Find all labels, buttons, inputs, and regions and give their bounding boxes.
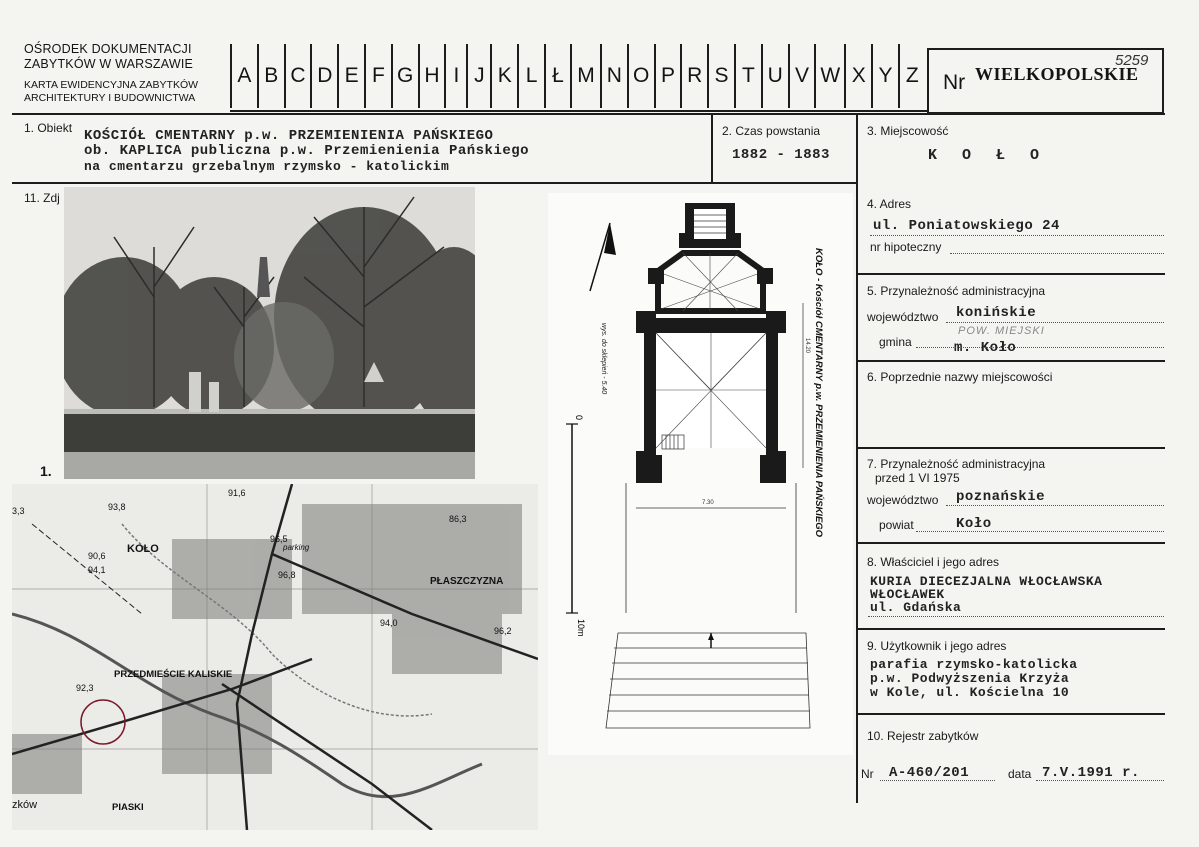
alphabet-letter-B: B (257, 44, 284, 108)
alphabet-letter-C: C (284, 44, 311, 108)
scale-zero-label: 0 (574, 415, 584, 421)
field-8-label: 8. Właściciel i jego adres (867, 555, 1000, 569)
field-9-label: 9. Użytkownik i jego adres (867, 639, 1007, 653)
north-arrow-icon (590, 223, 616, 291)
field-1-label: 1. Obiekt (24, 121, 73, 135)
registry-date-value: 7.V.1991 r. (1042, 765, 1140, 781)
field-7-label: 7. Przynależność administracyjna (867, 457, 1046, 471)
header-rule (12, 113, 1165, 115)
construction-period: 1882 - 1883 (732, 147, 830, 163)
map-label-96-5: 96,5 (270, 534, 288, 544)
old-voivodeship-value: poznańskie (956, 489, 1046, 505)
field-7-sublabel: przed 1 VI 1975 (875, 471, 960, 485)
map-label-96-8: 96,8 (278, 570, 296, 580)
photo-drawing (64, 187, 475, 479)
gmina-dotted-line (916, 346, 1164, 348)
map-label-zkow: zków (12, 799, 38, 811)
alphabet-letter-A: A (230, 44, 257, 108)
map-label-92-3: 92,3 (76, 683, 94, 693)
rule-8-9 (856, 628, 1165, 630)
alphabet-letter-N: N (600, 44, 627, 108)
alphabet-letter-J: J (466, 44, 490, 108)
rule-5-6 (856, 360, 1165, 362)
plan-vertical-title: KOŁO - Kościół CMENTARNY p.w. PRZEMIENIENIA PAŃSKIEGO (813, 248, 824, 538)
map-label-3-3: 3,3 (12, 506, 25, 516)
rule-6-7 (856, 447, 1165, 449)
map-label-91-6: 91,6 (228, 488, 246, 498)
map-drawing (12, 484, 538, 830)
field-4-label: 4. Adres (867, 197, 912, 211)
object-line-3: na cmentarzu grzebalnym rzymsko - katolickim (84, 159, 450, 174)
rule-9-10 (856, 713, 1165, 715)
owner-line-2: WŁOCŁAWEK (870, 587, 945, 602)
gmina-label: gmina (879, 335, 912, 349)
alphabet-bottom-rule (230, 110, 928, 112)
scale-ten-label: 10m (576, 619, 586, 637)
voivodeship-label: województwo (867, 310, 939, 324)
alphabet-letter-P: P (654, 44, 681, 108)
location-map (12, 484, 538, 830)
object-description (84, 129, 529, 174)
right-column-divider (856, 113, 858, 803)
map-label-przedmiescie-kaliskie: PRZEDMIEŚCIE KALISKIE (114, 669, 233, 680)
alphabet-letter-G: G (391, 44, 418, 108)
plan-length-dimension: 14.20 (804, 338, 810, 354)
floor-plan (548, 193, 853, 755)
register-number-box (927, 48, 1164, 114)
user-line-3: w Kole, ul. Kościelna 10 (870, 685, 1070, 700)
map-label-96-2: 96,2 (494, 626, 512, 636)
region-stamp: WIELKOPOLSKIE (975, 64, 1139, 84)
address-value: ul. Poniatowskiego 24 (873, 218, 1060, 234)
owner-line-1: KURIA DIECEZJALNA WŁOCŁAWSKA (870, 574, 1103, 589)
alphabet-letter-F: F (364, 44, 391, 108)
field-11-label: 11. Zdj (24, 191, 60, 205)
map-label-86-3: 86,3 (449, 514, 467, 524)
registry-nr-value: A-460/201 (889, 765, 970, 781)
alphabet-letter-S: S (707, 44, 734, 108)
field-5-label: 5. Przynależność administracyjna (867, 284, 1046, 298)
object-line-1: KOŚCIÓŁ CMENTARNY p.w. PRZEMIENIENIA PAŃSKIEGO (84, 128, 494, 144)
field-10-label: 10. Rejestr zabytków (867, 729, 979, 743)
card-title-line-2: ARCHITEKTURY I BUDOWNICTWA (24, 92, 196, 104)
card-title (24, 79, 198, 105)
rule-4-5 (856, 273, 1165, 275)
county-label: powiat (879, 518, 914, 532)
map-label-plaszczyzna: PŁASZCZYZNA (430, 576, 504, 587)
alphabet-letter-D: D (310, 44, 337, 108)
field-2-label: 2. Czas powstania (722, 124, 821, 138)
locality-value: K O Ł O (928, 147, 1048, 164)
alphabet-letter-O: O (627, 44, 654, 108)
church-photo (64, 187, 475, 479)
owner-dotted-line (868, 615, 1164, 617)
alphabet-letter-H: H (418, 44, 445, 108)
owner-value (870, 575, 1102, 614)
user-line-2: p.w. Podwyższenia Krzyża (870, 671, 1070, 686)
alphabet-letter-V: V (788, 44, 815, 108)
alphabet-letter-E: E (337, 44, 364, 108)
plan-width-dimension: 7.30 (702, 500, 714, 506)
user-line-1: parafia rzymsko-katolicka (870, 657, 1078, 672)
old-voivodeship-dotted-line (946, 504, 1164, 506)
field-3-label: 3. Miejscowość (867, 124, 949, 138)
alphabet-letter-W: W (814, 44, 844, 108)
county-value: Koło (956, 516, 992, 532)
old-voivodeship-label: województwo (867, 493, 939, 507)
institution-line-1: OŚRODEK DOKUMENTACJI (24, 42, 192, 56)
handwritten-number: 5259 (1115, 52, 1149, 69)
alphabet-letter-L: L (517, 44, 544, 108)
card-title-line-1: KARTA EWIDENCYJNA ZABYTKÓW (24, 79, 199, 91)
registry-nr-dotted-line (880, 779, 995, 781)
alphabet-letter-I: I (444, 44, 466, 108)
object-line-2: ob. KAPLICA publiczna p.w. Przemienienia Pańskiego (84, 143, 530, 159)
map-label-parking: parking (283, 543, 310, 552)
alphabet-letter-U: U (761, 44, 788, 108)
registry-nr-label: Nr (861, 767, 874, 781)
institution-name (24, 42, 193, 72)
alphabet-letter-X: X (844, 44, 871, 108)
alphabet-letter-T: T (734, 44, 761, 108)
top-section-rule (12, 182, 858, 184)
alphabet-index (230, 44, 925, 110)
map-label-94-1: 94,1 (88, 565, 106, 575)
divider-object-date (711, 113, 713, 183)
registry-date-label: data (1008, 767, 1032, 781)
registry-date-dotted-line (1036, 779, 1164, 781)
address-dotted-line (870, 234, 1164, 236)
alphabet-letter-Y: Y (871, 44, 898, 108)
map-label-piaski: PIASKI (112, 802, 144, 813)
alphabet-letter-Z: Z (898, 44, 925, 108)
mortgage-number-label: nr hipoteczny (870, 240, 942, 254)
alphabet-letter-M: M (570, 44, 600, 108)
photo-number: 1. (40, 463, 52, 479)
gmina-value: m. Koło (954, 340, 1017, 356)
voivodeship-value: konińskie (956, 305, 1037, 321)
alphabet-letter-K: K (490, 44, 517, 108)
map-label-93-8: 93,8 (108, 502, 126, 512)
floor-plan-drawing (548, 193, 853, 755)
field-6-label: 6. Poprzednie nazwy miejscowości (867, 370, 1053, 384)
user-value (870, 658, 1078, 700)
gmina-handwritten-note: POW. MIEJSKI (958, 325, 1045, 337)
owner-line-3: ul. Gdańska (870, 600, 962, 615)
map-label-90-6: 90,6 (88, 551, 106, 561)
map-label-94-0: 94,0 (380, 618, 398, 628)
map-label-kolo: KOŁO (127, 543, 159, 555)
rule-7-8 (856, 542, 1165, 544)
county-dotted-line (916, 530, 1164, 532)
alphabet-letter-R: R (680, 44, 707, 108)
alphabet-letter-Ł: Ł (544, 44, 570, 108)
vault-height-note: wys. do sklepień - 5.40 (600, 323, 607, 395)
voivodeship-dotted-line (946, 321, 1164, 323)
institution-line-2: ZABYTKÓW W WARSZAWIE (24, 57, 194, 71)
mortgage-dotted-line (950, 252, 1164, 254)
nr-label: Nr (943, 71, 966, 94)
